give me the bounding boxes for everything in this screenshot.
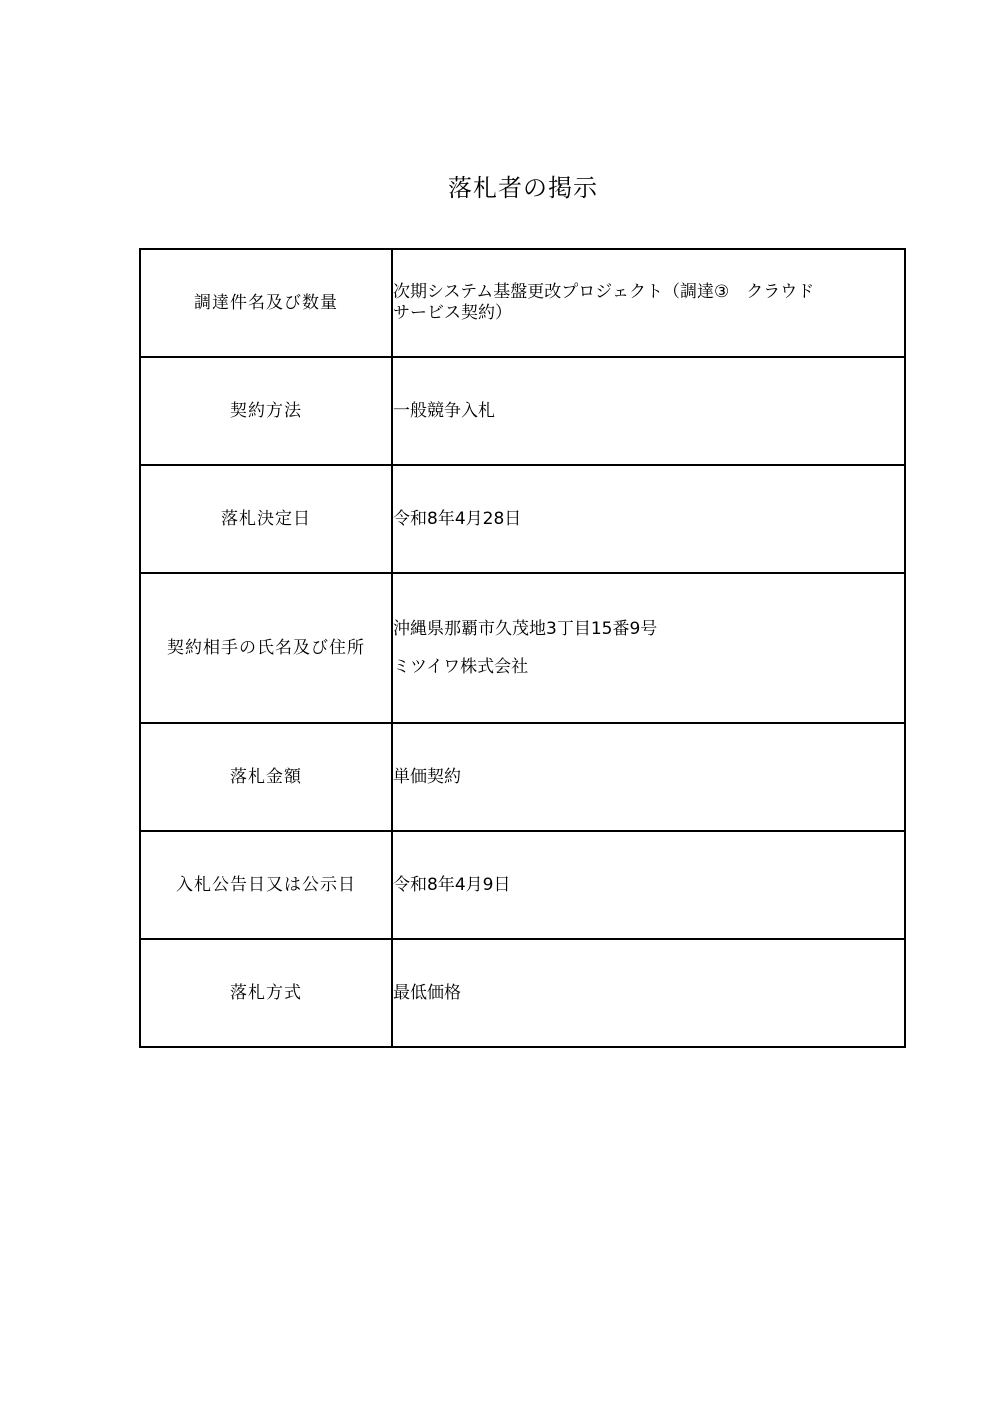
contract-method-label: 契約方法 (140, 357, 392, 465)
award-notice-table (139, 248, 906, 1048)
contractor-address: 沖縄県那覇市久茂地3丁目15番9号 (393, 618, 658, 639)
announcement-date-label: 入札公告日又は公示日 (140, 831, 392, 939)
award-date-value: 令和8年4月28日 (392, 465, 905, 573)
announcement-date-value: 令和8年4月9日 (392, 831, 905, 939)
table-row-award-date (140, 465, 905, 573)
table-row-contractor (140, 573, 905, 723)
table-row-procurement-item (140, 249, 905, 357)
contractor-label: 契約相手の氏名及び住所 (140, 573, 392, 723)
table-row-announcement-date (140, 831, 905, 939)
page-title: 落札者の掲示 (448, 174, 598, 202)
award-date-label: 落札決定日 (140, 465, 392, 573)
table-row-contract-method (140, 357, 905, 465)
award-amount-value: 単価契約 (392, 723, 905, 831)
award-amount-label: 落札金額 (140, 723, 392, 831)
contractor-name: ミツイワ株式会社 (393, 657, 529, 677)
contract-method-value: 一般競争入札 (392, 357, 905, 465)
procurement-item-text: 次期システム基盤更改プロジェクト（調達③ クラウド サービス契約） (393, 282, 815, 323)
award-method-value: 最低価格 (392, 939, 905, 1047)
table-row-award-method (140, 939, 905, 1047)
contractor-value (392, 573, 905, 723)
procurement-item-value (392, 249, 905, 357)
procurement-item-label: 調達件名及び数量 (140, 249, 392, 357)
table-row-award-amount (140, 723, 905, 831)
award-method-label: 落札方式 (140, 939, 392, 1047)
